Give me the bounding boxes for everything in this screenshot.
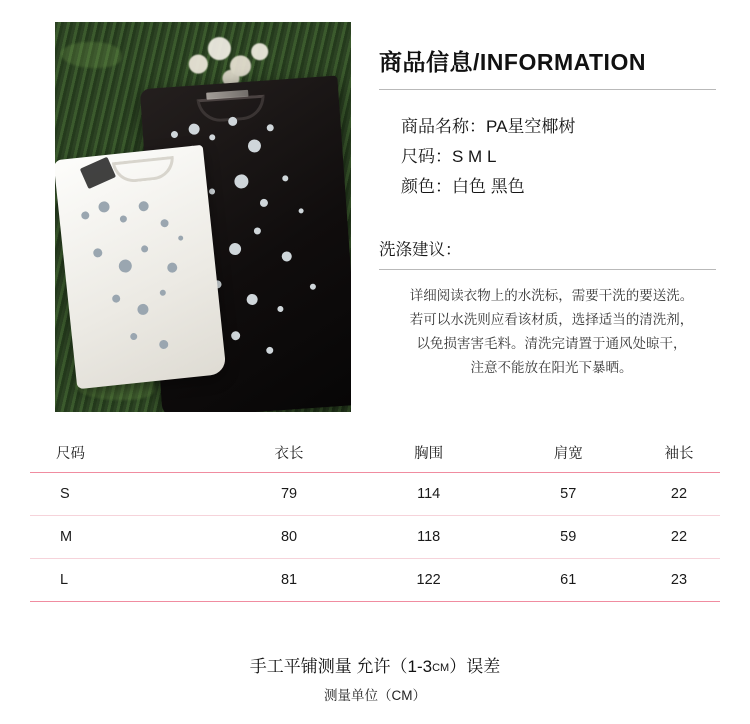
col-header-length: 衣长 — [219, 436, 358, 473]
white-tshirt-collar — [112, 156, 176, 184]
cell-sleeve: 22 — [638, 473, 720, 516]
table-row — [30, 516, 720, 559]
cell-bust: 122 — [359, 559, 499, 602]
cell-shoulder: 61 — [499, 559, 638, 602]
size-table — [30, 436, 720, 602]
cell-length: 79 — [219, 473, 358, 516]
wash-care-line: 详细阅读衣物上的水洗标，需要干洗的要送洗。 — [409, 288, 694, 303]
wash-care-text — [379, 270, 726, 380]
information-title: 商品信息/INFORMATION — [379, 49, 646, 75]
col-header-size: 尺码 — [30, 436, 219, 473]
col-header-sleeve: 袖长 — [638, 436, 720, 473]
spec-colors: 颜色：白色 黑色 — [401, 177, 525, 196]
cell-sleeve: 22 — [638, 516, 720, 559]
cell-sleeve: 23 — [638, 559, 720, 602]
spec-sizes: 尺码：S M L — [401, 147, 497, 166]
white-tshirt-hang-tag — [80, 157, 116, 189]
cell-length: 80 — [219, 516, 358, 559]
wash-care-line: 注意不能放在阳光下暴晒。 — [470, 360, 633, 375]
spec-product-name: 商品名称：PA星空椰树 — [401, 117, 576, 136]
information-panel — [351, 22, 726, 430]
measurement-unit-note: 测量单位（CM） — [324, 688, 426, 703]
cell-bust: 118 — [359, 516, 499, 559]
white-tshirt — [55, 145, 227, 389]
measurement-note-unit: CM — [432, 662, 450, 674]
col-header-shoulder: 肩宽 — [499, 436, 638, 473]
col-header-bust: 胸围 — [359, 436, 499, 473]
cell-size: S — [30, 473, 219, 516]
table-header-row — [30, 436, 720, 473]
cell-bust: 114 — [359, 473, 499, 516]
size-table-header — [30, 436, 720, 473]
cell-size: L — [30, 559, 219, 602]
grass-detail — [61, 42, 121, 68]
table-row — [30, 473, 720, 516]
wash-care-line: 若可以水洗则应看该材质，选择适当的清洗剂， — [409, 312, 694, 327]
cell-size: M — [30, 516, 219, 559]
measurement-note-prefix: 手工平铺测量 允许（1-3 — [249, 657, 433, 676]
measurement-note — [0, 652, 750, 677]
wash-care-title: 洗涤建议： — [379, 241, 462, 259]
table-row — [30, 559, 720, 602]
wash-care-line: 以免损害害毛料。清洗完请置于通风处晾干， — [416, 336, 687, 351]
cell-shoulder: 57 — [499, 473, 638, 516]
cell-length: 81 — [219, 559, 358, 602]
measurement-note-suffix: ）误差 — [449, 657, 501, 676]
product-photo — [55, 22, 351, 412]
size-table-body — [30, 473, 720, 602]
product-spec-list — [379, 90, 726, 202]
size-chart — [30, 436, 720, 602]
cell-shoulder: 59 — [499, 516, 638, 559]
